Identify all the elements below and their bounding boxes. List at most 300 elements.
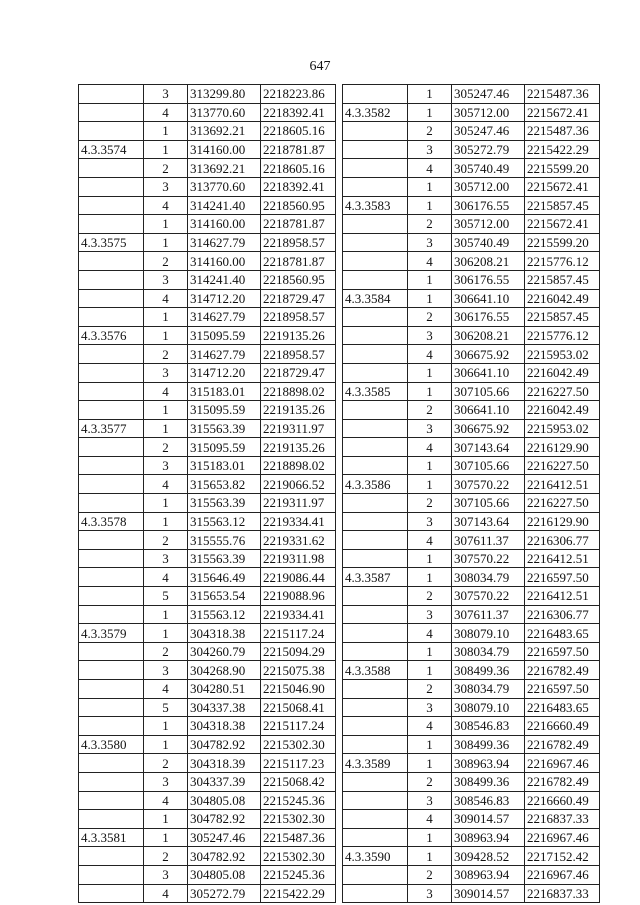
point-number-cell: 4 (408, 717, 452, 736)
table-row (79, 252, 336, 271)
table-row (343, 140, 600, 159)
x-coordinate-cell: 304782.92 (188, 847, 261, 866)
parcel-id-cell (343, 717, 408, 736)
x-coordinate-cell: 307143.64 (452, 438, 525, 457)
parcel-id-cell (79, 605, 144, 624)
table-row (343, 196, 600, 215)
x-coordinate-cell: 315183.01 (188, 382, 261, 401)
table-row (343, 884, 600, 903)
point-number-cell: 1 (144, 233, 188, 252)
table-row (343, 680, 600, 699)
parcel-id-cell (343, 865, 408, 884)
x-coordinate-cell: 307570.22 (452, 475, 525, 494)
y-coordinate-cell: 2216660.49 (525, 791, 600, 810)
point-number-cell: 1 (144, 401, 188, 420)
x-coordinate-cell: 304318.38 (188, 717, 261, 736)
point-number-cell: 3 (144, 456, 188, 475)
point-number-cell: 4 (144, 680, 188, 699)
y-coordinate-cell: 2216597.50 (525, 680, 600, 699)
y-coordinate-cell: 2219311.98 (261, 549, 336, 568)
y-coordinate-cell: 2219334.41 (261, 605, 336, 624)
point-number-cell: 4 (408, 252, 452, 271)
table-row (343, 252, 600, 271)
x-coordinate-cell: 308546.83 (452, 791, 525, 810)
table-row (79, 531, 336, 550)
point-number-cell: 3 (144, 865, 188, 884)
parcel-id-cell (343, 419, 408, 438)
point-number-cell: 1 (144, 828, 188, 847)
point-number-cell: 1 (408, 103, 452, 122)
y-coordinate-cell: 2218781.87 (261, 252, 336, 271)
x-coordinate-cell: 308034.79 (452, 642, 525, 661)
table-row (79, 140, 336, 159)
table-row (79, 363, 336, 382)
point-number-cell: 2 (408, 308, 452, 327)
point-number-cell: 1 (408, 475, 452, 494)
y-coordinate-cell: 2215094.29 (261, 642, 336, 661)
x-coordinate-cell: 306176.55 (452, 196, 525, 215)
parcel-id-cell (79, 754, 144, 773)
parcel-id-cell (79, 549, 144, 568)
parcel-id-cell (343, 363, 408, 382)
table-row (79, 754, 336, 773)
parcel-id-cell: 4.3.3587 (343, 568, 408, 587)
point-number-cell: 1 (144, 810, 188, 829)
x-coordinate-cell: 304318.38 (188, 624, 261, 643)
parcel-id-cell (79, 85, 144, 104)
y-coordinate-cell: 2218605.16 (261, 122, 336, 141)
y-coordinate-cell: 2218729.47 (261, 363, 336, 382)
parcel-id-cell (343, 512, 408, 531)
x-coordinate-cell: 304782.92 (188, 810, 261, 829)
x-coordinate-cell: 307570.22 (452, 549, 525, 568)
table-row (343, 419, 600, 438)
x-coordinate-cell: 304268.90 (188, 661, 261, 680)
parcel-id-cell (343, 345, 408, 364)
y-coordinate-cell: 2218958.57 (261, 233, 336, 252)
y-coordinate-cell: 2216967.46 (525, 828, 600, 847)
table-row (79, 680, 336, 699)
table-row (343, 642, 600, 661)
y-coordinate-cell: 2219135.26 (261, 401, 336, 420)
y-coordinate-cell: 2215075.38 (261, 661, 336, 680)
y-coordinate-cell: 2219088.96 (261, 587, 336, 606)
table-row (343, 847, 600, 866)
y-coordinate-cell: 2218729.47 (261, 289, 336, 308)
table-row (79, 735, 336, 754)
y-coordinate-cell: 2219331.62 (261, 531, 336, 550)
point-number-cell: 4 (408, 345, 452, 364)
point-number-cell: 3 (408, 233, 452, 252)
table-row (343, 401, 600, 420)
table-row (79, 345, 336, 364)
parcel-id-cell (343, 772, 408, 791)
point-number-cell: 3 (408, 326, 452, 345)
y-coordinate-cell: 2216306.77 (525, 605, 600, 624)
x-coordinate-cell: 308963.94 (452, 865, 525, 884)
table-row (343, 624, 600, 643)
parcel-id-cell (79, 382, 144, 401)
x-coordinate-cell: 307143.64 (452, 512, 525, 531)
table-row (343, 326, 600, 345)
point-number-cell: 2 (408, 401, 452, 420)
point-number-cell: 1 (408, 382, 452, 401)
table-row (343, 456, 600, 475)
x-coordinate-cell: 308963.94 (452, 754, 525, 773)
parcel-id-cell (79, 308, 144, 327)
parcel-id-cell (343, 438, 408, 457)
table-row (343, 159, 600, 178)
y-coordinate-cell: 2215599.20 (525, 159, 600, 178)
x-coordinate-cell: 308499.36 (452, 661, 525, 680)
point-number-cell: 3 (408, 791, 452, 810)
parcel-id-cell (343, 884, 408, 903)
y-coordinate-cell: 2215117.23 (261, 754, 336, 773)
parcel-id-cell (79, 531, 144, 550)
y-coordinate-cell: 2216412.51 (525, 587, 600, 606)
x-coordinate-cell: 305247.46 (452, 122, 525, 141)
x-coordinate-cell: 309014.57 (452, 810, 525, 829)
table-row (79, 865, 336, 884)
y-coordinate-cell: 2219311.97 (261, 419, 336, 438)
parcel-id-cell (343, 401, 408, 420)
point-number-cell: 4 (408, 810, 452, 829)
point-number-cell: 3 (144, 772, 188, 791)
table-row (79, 196, 336, 215)
table-row (343, 605, 600, 624)
y-coordinate-cell: 2219135.26 (261, 438, 336, 457)
parcel-id-cell: 4.3.3580 (79, 735, 144, 754)
table-row (343, 438, 600, 457)
parcel-id-cell (343, 252, 408, 271)
parcel-id-cell (343, 828, 408, 847)
y-coordinate-cell: 2215672.41 (525, 215, 600, 234)
y-coordinate-cell: 2216837.33 (525, 810, 600, 829)
parcel-id-cell (79, 680, 144, 699)
x-coordinate-cell: 304337.38 (188, 698, 261, 717)
point-number-cell: 3 (144, 85, 188, 104)
x-coordinate-cell: 306176.55 (452, 270, 525, 289)
y-coordinate-cell: 2218392.41 (261, 177, 336, 196)
y-coordinate-cell: 2215487.36 (525, 85, 600, 104)
parcel-id-cell (79, 363, 144, 382)
x-coordinate-cell: 306641.10 (452, 289, 525, 308)
table-row (343, 345, 600, 364)
y-coordinate-cell: 2216306.77 (525, 531, 600, 550)
parcel-id-cell: 4.3.3577 (79, 419, 144, 438)
y-coordinate-cell: 2216412.51 (525, 475, 600, 494)
parcel-id-cell: 4.3.3581 (79, 828, 144, 847)
y-coordinate-cell: 2218898.02 (261, 456, 336, 475)
y-coordinate-cell: 2218560.95 (261, 196, 336, 215)
y-coordinate-cell: 2215245.36 (261, 791, 336, 810)
coordinates-table-left (78, 84, 336, 903)
y-coordinate-cell: 2215857.45 (525, 308, 600, 327)
y-coordinate-cell: 2215245.36 (261, 865, 336, 884)
y-coordinate-cell: 2218392.41 (261, 103, 336, 122)
y-coordinate-cell: 2216042.49 (525, 363, 600, 382)
point-number-cell: 1 (408, 177, 452, 196)
point-number-cell: 3 (408, 698, 452, 717)
table-row (79, 828, 336, 847)
x-coordinate-cell: 314160.00 (188, 252, 261, 271)
parcel-id-cell (343, 326, 408, 345)
point-number-cell: 1 (144, 140, 188, 159)
table-row (79, 791, 336, 810)
y-coordinate-cell: 2216597.50 (525, 642, 600, 661)
point-number-cell: 2 (144, 159, 188, 178)
point-number-cell: 5 (144, 698, 188, 717)
point-number-cell: 1 (144, 605, 188, 624)
x-coordinate-cell: 305272.79 (188, 884, 261, 903)
table-row (79, 159, 336, 178)
point-number-cell: 2 (144, 252, 188, 271)
x-coordinate-cell: 314241.40 (188, 270, 261, 289)
table-row (343, 698, 600, 717)
y-coordinate-cell: 2219311.97 (261, 494, 336, 513)
parcel-id-cell: 4.3.3584 (343, 289, 408, 308)
x-coordinate-cell: 314241.40 (188, 196, 261, 215)
point-number-cell: 1 (144, 308, 188, 327)
y-coordinate-cell: 2215672.41 (525, 177, 600, 196)
x-coordinate-cell: 306641.10 (452, 401, 525, 420)
point-number-cell: 4 (144, 791, 188, 810)
parcel-id-cell (79, 196, 144, 215)
parcel-id-cell: 4.3.3574 (79, 140, 144, 159)
point-number-cell: 3 (144, 363, 188, 382)
x-coordinate-cell: 307105.66 (452, 456, 525, 475)
x-coordinate-cell: 307105.66 (452, 494, 525, 513)
table-row (343, 531, 600, 550)
parcel-id-cell (79, 345, 144, 364)
point-number-cell: 1 (408, 270, 452, 289)
y-coordinate-cell: 2216412.51 (525, 549, 600, 568)
table-row (79, 233, 336, 252)
y-coordinate-cell: 2215302.30 (261, 847, 336, 866)
y-coordinate-cell: 2218781.87 (261, 215, 336, 234)
point-number-cell: 4 (408, 624, 452, 643)
y-coordinate-cell: 2216483.65 (525, 698, 600, 717)
y-coordinate-cell: 2215857.45 (525, 196, 600, 215)
point-number-cell: 4 (144, 475, 188, 494)
table-row (79, 549, 336, 568)
x-coordinate-cell: 315563.39 (188, 494, 261, 513)
point-number-cell: 2 (408, 122, 452, 141)
x-coordinate-cell: 315563.12 (188, 605, 261, 624)
table-row (343, 568, 600, 587)
parcel-id-cell (79, 772, 144, 791)
x-coordinate-cell: 313770.60 (188, 103, 261, 122)
table-row (79, 772, 336, 791)
table-row (343, 772, 600, 791)
table-row (79, 122, 336, 141)
y-coordinate-cell: 2215953.02 (525, 419, 600, 438)
point-number-cell: 4 (144, 196, 188, 215)
table-row (79, 568, 336, 587)
y-coordinate-cell: 2216483.65 (525, 624, 600, 643)
x-coordinate-cell: 314160.00 (188, 215, 261, 234)
y-coordinate-cell: 2215422.29 (525, 140, 600, 159)
point-number-cell: 4 (144, 103, 188, 122)
table-row (343, 475, 600, 494)
parcel-id-cell: 4.3.3590 (343, 847, 408, 866)
x-coordinate-cell: 315563.39 (188, 419, 261, 438)
point-number-cell: 5 (144, 587, 188, 606)
point-number-cell: 3 (408, 884, 452, 903)
parcel-id-cell: 4.3.3576 (79, 326, 144, 345)
parcel-id-cell (343, 680, 408, 699)
parcel-id-cell: 4.3.3586 (343, 475, 408, 494)
y-coordinate-cell: 2216782.49 (525, 661, 600, 680)
x-coordinate-cell: 305247.46 (452, 85, 525, 104)
parcel-id-cell (343, 549, 408, 568)
x-coordinate-cell: 313770.60 (188, 177, 261, 196)
table-row (343, 85, 600, 104)
x-coordinate-cell: 305740.49 (452, 233, 525, 252)
parcel-id-cell (343, 587, 408, 606)
y-coordinate-cell: 2218958.57 (261, 308, 336, 327)
parcel-id-cell: 4.3.3579 (79, 624, 144, 643)
point-number-cell: 3 (144, 549, 188, 568)
point-number-cell: 2 (144, 754, 188, 773)
table-row (79, 661, 336, 680)
point-number-cell: 3 (408, 605, 452, 624)
table-row (343, 270, 600, 289)
x-coordinate-cell: 306208.21 (452, 252, 525, 271)
x-coordinate-cell: 304805.08 (188, 865, 261, 884)
x-coordinate-cell: 314160.00 (188, 140, 261, 159)
point-number-cell: 1 (144, 215, 188, 234)
x-coordinate-cell: 314627.79 (188, 233, 261, 252)
table-row (79, 401, 336, 420)
y-coordinate-cell: 2216227.50 (525, 382, 600, 401)
point-number-cell: 4 (144, 884, 188, 903)
parcel-id-cell (79, 847, 144, 866)
x-coordinate-cell: 309014.57 (452, 884, 525, 903)
parcel-id-cell (343, 494, 408, 513)
point-number-cell: 1 (144, 735, 188, 754)
point-number-cell: 4 (144, 382, 188, 401)
point-number-cell: 2 (144, 438, 188, 457)
parcel-id-cell: 4.3.3578 (79, 512, 144, 531)
table-row (79, 215, 336, 234)
point-number-cell: 2 (408, 680, 452, 699)
x-coordinate-cell: 304280.51 (188, 680, 261, 699)
y-coordinate-cell: 2216782.49 (525, 735, 600, 754)
table-row (79, 624, 336, 643)
y-coordinate-cell: 2219086.44 (261, 568, 336, 587)
point-number-cell: 1 (144, 512, 188, 531)
y-coordinate-cell: 2219066.52 (261, 475, 336, 494)
x-coordinate-cell: 315646.49 (188, 568, 261, 587)
parcel-id-cell (343, 735, 408, 754)
x-coordinate-cell: 315653.54 (188, 587, 261, 606)
parcel-id-cell (343, 791, 408, 810)
y-coordinate-cell: 2216129.90 (525, 438, 600, 457)
y-coordinate-cell: 2218605.16 (261, 159, 336, 178)
table-row (79, 884, 336, 903)
x-coordinate-cell: 314712.20 (188, 363, 261, 382)
table-row (79, 847, 336, 866)
x-coordinate-cell: 314712.20 (188, 289, 261, 308)
x-coordinate-cell: 308034.79 (452, 680, 525, 699)
table-row (79, 419, 336, 438)
table-row (343, 549, 600, 568)
table-row (343, 828, 600, 847)
x-coordinate-cell: 308034.79 (452, 568, 525, 587)
table-row (79, 642, 336, 661)
point-number-cell: 3 (408, 512, 452, 531)
table-row (343, 587, 600, 606)
x-coordinate-cell: 307611.37 (452, 531, 525, 550)
parcel-id-cell (79, 717, 144, 736)
y-coordinate-cell: 2216967.46 (525, 865, 600, 884)
parcel-id-cell (343, 456, 408, 475)
parcel-id-cell (79, 810, 144, 829)
y-coordinate-cell: 2217152.42 (525, 847, 600, 866)
parcel-id-cell (79, 791, 144, 810)
table-row (79, 103, 336, 122)
point-number-cell: 4 (408, 159, 452, 178)
x-coordinate-cell: 308079.10 (452, 624, 525, 643)
table-row (343, 103, 600, 122)
y-coordinate-cell: 2215487.36 (525, 122, 600, 141)
point-number-cell: 1 (144, 494, 188, 513)
table-row (343, 791, 600, 810)
table-row (343, 754, 600, 773)
y-coordinate-cell: 2216782.49 (525, 772, 600, 791)
table-row (79, 85, 336, 104)
point-number-cell: 3 (144, 270, 188, 289)
x-coordinate-cell: 315555.76 (188, 531, 261, 550)
parcel-id-cell: 4.3.3582 (343, 103, 408, 122)
parcel-id-cell (79, 438, 144, 457)
x-coordinate-cell: 304260.79 (188, 642, 261, 661)
table-row (79, 177, 336, 196)
table-row (343, 363, 600, 382)
y-coordinate-cell: 2218781.87 (261, 140, 336, 159)
parcel-id-cell (343, 270, 408, 289)
y-coordinate-cell: 2215068.41 (261, 698, 336, 717)
parcel-id-cell (79, 215, 144, 234)
y-coordinate-cell: 2215117.24 (261, 717, 336, 736)
y-coordinate-cell: 2218223.86 (261, 85, 336, 104)
point-number-cell: 1 (144, 419, 188, 438)
parcel-id-cell (79, 289, 144, 308)
y-coordinate-cell: 2215487.36 (261, 828, 336, 847)
point-number-cell: 1 (408, 568, 452, 587)
x-coordinate-cell: 309428.52 (452, 847, 525, 866)
x-coordinate-cell: 308963.94 (452, 828, 525, 847)
y-coordinate-cell: 2215117.24 (261, 624, 336, 643)
table-row (343, 308, 600, 327)
parcel-id-cell (79, 884, 144, 903)
table-row (343, 512, 600, 531)
x-coordinate-cell: 305712.00 (452, 177, 525, 196)
table-row (343, 289, 600, 308)
x-coordinate-cell: 313299.80 (188, 85, 261, 104)
y-coordinate-cell: 2219135.26 (261, 326, 336, 345)
y-coordinate-cell: 2215857.45 (525, 270, 600, 289)
table-row (343, 865, 600, 884)
y-coordinate-cell: 2215776.12 (525, 252, 600, 271)
y-coordinate-cell: 2219334.41 (261, 512, 336, 531)
y-coordinate-cell: 2216597.50 (525, 568, 600, 587)
parcel-id-cell (343, 177, 408, 196)
parcel-id-cell (343, 698, 408, 717)
parcel-id-cell (79, 159, 144, 178)
y-coordinate-cell: 2216660.49 (525, 717, 600, 736)
